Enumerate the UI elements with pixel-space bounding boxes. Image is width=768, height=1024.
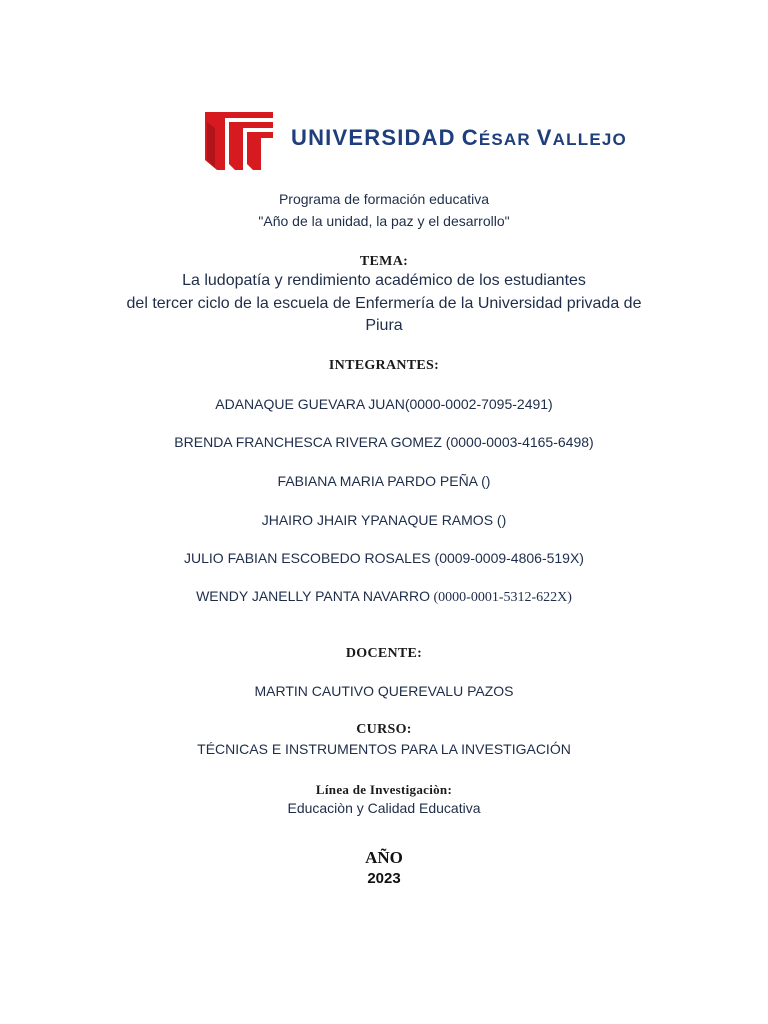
tema-line-3: Piura	[365, 317, 403, 334]
university-logo	[203, 108, 627, 172]
member-item: ADANAQUE GUEVARA JUAN(0000-0002-7095-2491)	[215, 396, 553, 412]
docente-label: DOCENTE:	[345, 646, 423, 661]
anio-label: AÑO	[365, 848, 403, 867]
member-item: JHAIRO JHAIR YPANAQUE RAMOS ()	[261, 512, 507, 528]
docente-name: MARTIN CAUTIVO QUEREVALU PAZOS	[254, 683, 514, 699]
member-orcid: (0000-0001-5312-622X)	[433, 590, 572, 605]
member-item: BRENDA FRANCHESCA RIVERA GOMEZ (0000-0003-4165-6498)	[174, 434, 594, 450]
tema-line-1: La ludopatía y rendimiento académico de los estudiantes	[182, 272, 586, 289]
anio-value: 2023	[367, 870, 401, 887]
tema-line-2: del tercer ciclo de la escuela de Enfermería de la Universidad privada de	[126, 295, 642, 312]
curso-name: TÉCNICAS E INSTRUMENTOS PARA LA INVESTIGACIÓN	[197, 741, 571, 757]
program-text: Programa de formación educativa	[278, 191, 490, 207]
member-item: FABIANA MARIA PARDO PEÑA ()	[277, 473, 491, 489]
linea-label: Línea de Investigaciòn:	[315, 782, 453, 797]
member-item: JULIO FABIAN ESCOBEDO ROSALES (0009-0009-4806-519X)	[184, 550, 584, 566]
university-name: UNIVERSIDAD CÉSAR VALLEJO	[291, 125, 627, 150]
member-item: WENDY JANELLY PANTA NAVARRO (0000-0001-5312-622X)	[196, 588, 572, 605]
curso-label: CURSO:	[356, 722, 412, 737]
year-motto: "Año de la unidad, la paz y el desarrollo"	[258, 213, 510, 229]
linea-value: Educaciòn y Calidad Educativa	[287, 800, 481, 816]
tema-label: TEMA:	[359, 254, 409, 269]
university-emblem-icon	[203, 108, 275, 172]
integrantes-label: INTEGRANTES:	[328, 358, 440, 373]
